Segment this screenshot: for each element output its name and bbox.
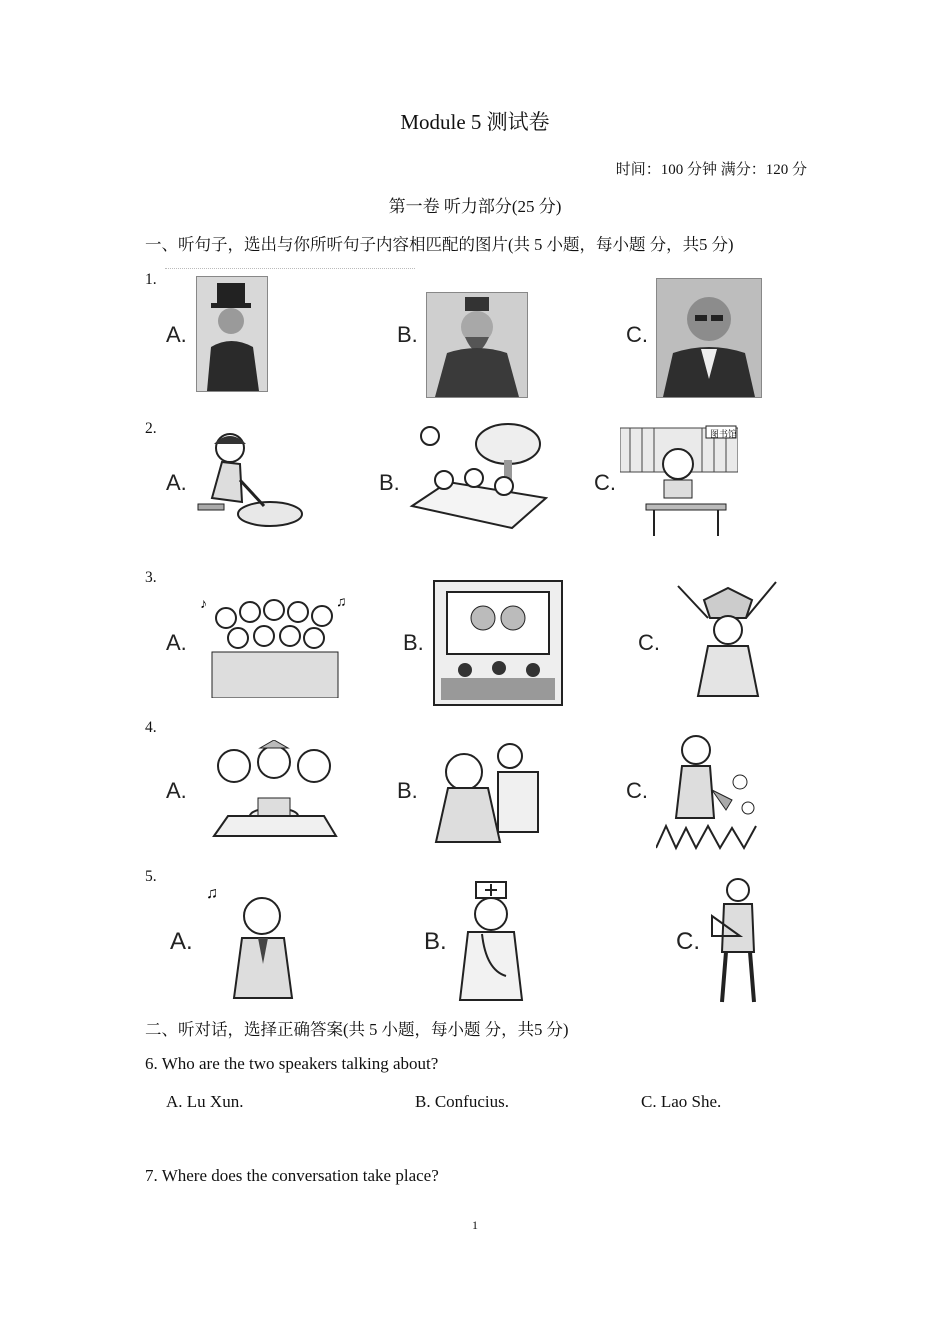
option-letter: A. <box>170 928 193 955</box>
option-letter: C. <box>626 778 648 803</box>
drawing-girl-washing-clothes <box>194 428 304 538</box>
option-letter: C. <box>676 928 700 955</box>
option-letter: B. <box>403 630 424 655</box>
question-number: 1. <box>145 271 157 288</box>
option-letter: C. <box>594 470 616 495</box>
drawing-birthday-cake <box>204 740 344 844</box>
svg-text:♫: ♫ <box>206 885 218 902</box>
drawing-teacher-triangle <box>710 876 770 1006</box>
option-letter: C. <box>638 630 660 655</box>
section1-heading: 一、听句子，选出与你所听句子内容相匹配的图片(共 5 小题，每小题 分，共5 分) <box>145 235 734 254</box>
option-letter: B. <box>424 928 447 955</box>
question-number: 3. <box>145 569 157 586</box>
option-letter: B. <box>397 322 418 347</box>
svg-text:♫: ♫ <box>336 595 347 610</box>
time-score-info: 时间：100 分钟 满分：120 分 <box>615 162 807 178</box>
drawing-doctor <box>456 880 526 1004</box>
question-6-option-b[interactable]: B. Confucius. <box>415 1092 509 1111</box>
option-letter: A. <box>166 630 187 655</box>
question-number: 5. <box>145 868 157 885</box>
question-6-text: 6. Who are the two speakers talking about? <box>145 1054 439 1073</box>
question-number: 4. <box>145 719 157 736</box>
photo-man-top-hat <box>196 276 268 392</box>
drawing-choir-singing <box>198 588 348 698</box>
drawing-children-picnic <box>408 422 548 530</box>
drawing-boy-reading-library <box>620 424 738 538</box>
drawing-girl-watering-flowers <box>656 730 760 852</box>
drawing-cinema-screen <box>433 580 563 706</box>
drawing-man-singing <box>206 880 300 1004</box>
option-letter: A. <box>166 778 187 803</box>
drawing-peking-opera-performer <box>668 578 786 706</box>
page-number: 1 <box>472 1218 478 1232</box>
part-heading: 第一卷 听力部分(25 分) <box>388 197 562 216</box>
question-6-option-a[interactable]: A. Lu Xun. <box>166 1092 244 1111</box>
option-letter: B. <box>379 470 400 495</box>
faint-line <box>165 268 415 273</box>
question-number: 2. <box>145 420 157 437</box>
option-letter: A. <box>166 470 187 495</box>
question-6-option-c[interactable]: C. Lao She. <box>641 1092 722 1111</box>
option-letter: A. <box>166 322 187 347</box>
option-letter: C. <box>626 322 648 347</box>
option-letter: B. <box>397 778 418 803</box>
library-sign: 图书馆 <box>710 430 738 440</box>
question-7-text: 7. Where does the conversation take place? <box>145 1166 439 1185</box>
drawing-boy-helping-child <box>430 738 542 846</box>
page-title: Module 5 测试卷 <box>400 110 550 134</box>
svg-text:♪: ♪ <box>200 597 207 612</box>
photo-man-glasses <box>656 278 762 398</box>
section2-heading: 二、听对话，选择正确答案(共 5 小题，每小题 分，共5 分) <box>145 1020 569 1039</box>
drawing-confucius <box>426 292 528 398</box>
